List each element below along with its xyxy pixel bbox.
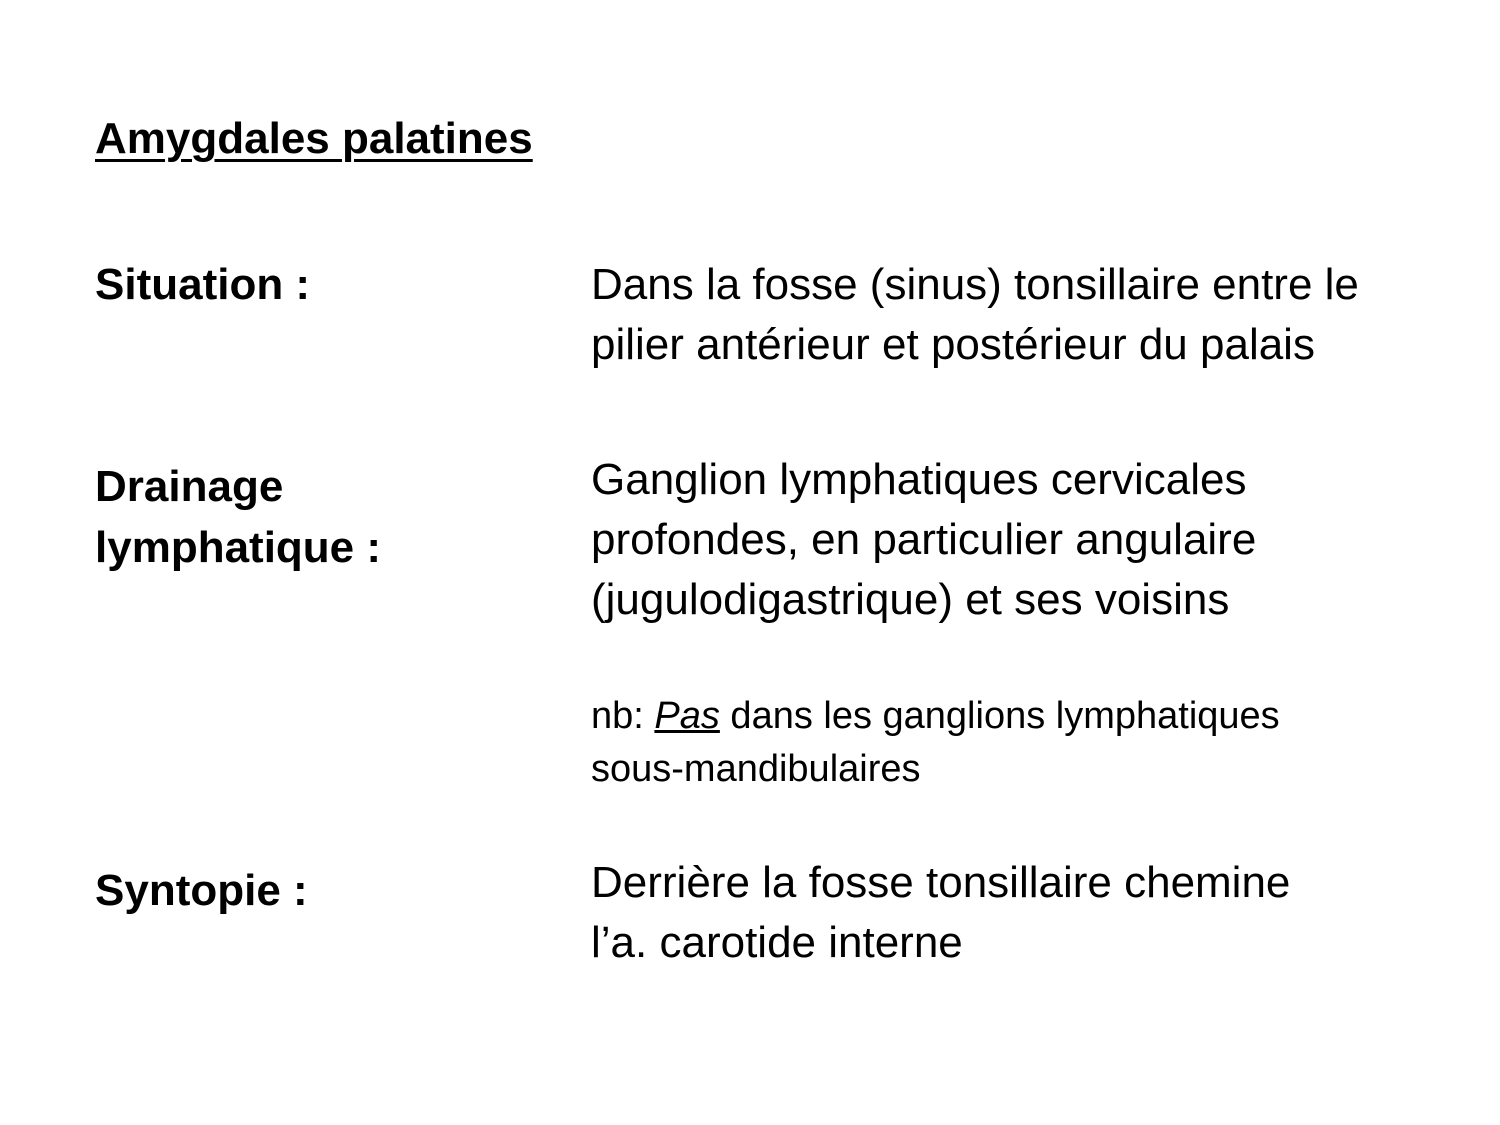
value-line: Ganglion lymphatiques cervicales bbox=[591, 455, 1247, 504]
value-situation bbox=[591, 255, 1359, 375]
slide-title: Amygdales palatines bbox=[95, 114, 533, 163]
note-drainage bbox=[591, 690, 1280, 796]
label-drainage bbox=[95, 456, 381, 578]
value-drainage bbox=[591, 450, 1256, 630]
note-prefix: nb: bbox=[591, 695, 655, 737]
note-line bbox=[591, 690, 1280, 743]
label-line: lymphatique : bbox=[95, 523, 382, 572]
label-syntopie: Syntopie : bbox=[95, 866, 308, 915]
value-line: (jugulodigastrique) et ses voisins bbox=[591, 575, 1230, 624]
value-line: profondes, en particulier angulaire bbox=[591, 515, 1257, 564]
note-emphasis: Pas bbox=[654, 695, 720, 737]
label-situation: Situation : bbox=[95, 260, 311, 309]
label-line: Drainage bbox=[95, 462, 284, 511]
value-syntopie bbox=[591, 853, 1290, 973]
note-line: sous-mandibulaires bbox=[591, 748, 921, 790]
value-line: l’a. carotide interne bbox=[591, 918, 963, 967]
value-line: Derrière la fosse tonsillaire chemine bbox=[591, 858, 1291, 907]
note-rest: dans les ganglions lymphatiques bbox=[719, 695, 1280, 737]
value-line: Dans la fosse (sinus) tonsillaire entre le bbox=[591, 260, 1359, 309]
value-line: pilier antérieur et postérieur du palais bbox=[591, 320, 1315, 369]
